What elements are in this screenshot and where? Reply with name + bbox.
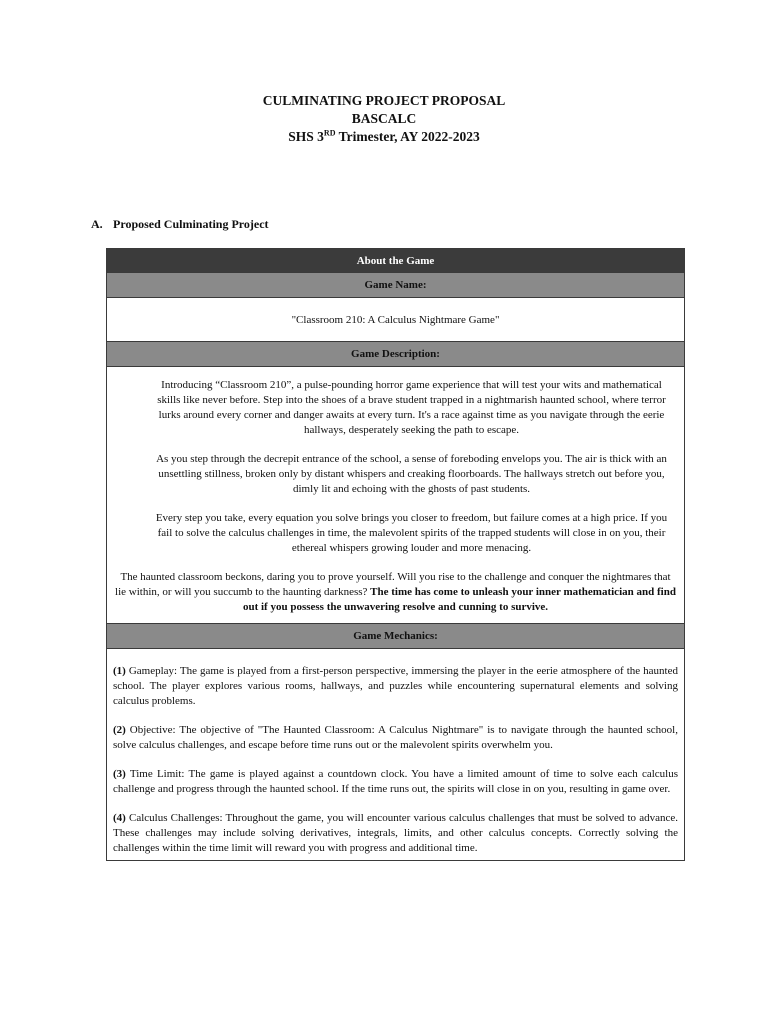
game-mechanics-body [107,649,685,861]
mechanic-item: (2) Objective: The objective of "The Haunted Classroom: A Calculus Nightmare" is to navigate through the haunted school, solve calculus challenges, and escape before time runs out or the malevolent spirits overwhelm you. [113,724,678,751]
about-header: About the Game [107,249,685,273]
mechanics-row [107,649,685,861]
section-title: Proposed Culminating Project [113,217,269,231]
mechanic-item: (4) Calculus Challenges: Throughout the game, you will encounter various calculus challenges that must be solved to advance. These challenges may include solving derivatives, integrals, limits, and other calculus concepts. Correctly solving the challenges within the time limit will reward you with progress and additional time. [113,812,678,854]
game-description-header: Game Description: [107,342,685,367]
document-header [0,92,768,146]
mechanic-item: (1) Gameplay: The game is played from a first-person perspective, immersing the player in the eerie atmosphere of the haunted school. The player explores various rooms, hallways, and puzzles while encountering supernatural elements and solving calculus problems. [113,665,678,707]
header-title: CULMINATING PROJECT PROPOSAL [262,93,506,108]
header-term: SHS 3RD Trimester, AY 2022-2023 [288,128,480,144]
description-paragraph: Introducing “Classroom 210”, a pulse-pounding horror game experience that will test your wits and mathematical skills like never before. Step into the shoes of a brave student trapped in a nightmarish haunted school, where terror lurks around every corner and danger awaits at every turn. It's a race against time as you navigate through the eerie hallways, desperately seeking the path to escape. [157,379,666,436]
game-mechanics-header: Game Mechanics: [107,624,685,649]
about-header-row [107,249,685,273]
game-description-body [107,367,685,624]
description-header-row [107,342,685,367]
mechanic-item: (3) Time Limit: The game is played against a countdown clock. You have a limited amount of time to solve each calculus challenge and progress through the haunted school. If the time runs out, the spirits will close in on you, resulting in game over. [113,768,678,795]
game-table [106,248,685,861]
section-heading [91,217,269,232]
game-name-value: "Classroom 210: A Calculus Nightmare Game" [107,298,685,342]
description-paragraph: Every step you take, every equation you solve brings you closer to freedom, but failure comes at a high price. If you fail to solve the calculus challenges in time, the malevolent spirits of the trapped students will close in on you, their ethereal whispers growing louder and more menacing. [155,512,668,554]
name-header-row [107,273,685,298]
game-name-header: Game Name: [107,273,685,298]
header-course: BASCALC [351,111,417,126]
section-letter: A. [91,217,103,231]
description-paragraph-final: The haunted classroom beckons, daring you to prove yourself. Will you rise to the challenge and conquer the nightmares that lie within, or will you succumb to the haunting darkness? The time has come to unleash your inner mathematician and find out if you possess the unwavering resolve and cunning to survive. [115,571,676,613]
name-row [107,298,685,342]
description-paragraph: As you step through the decrepit entrance of the school, a sense of foreboding envelops you. The air is thick with an unsettling stillness, broken only by distant whispers and creaking floorboards. The hallways stretch out before you, dimly lit and echoing with the ghosts of past students. [156,453,667,495]
description-emphasis: The time has come to unleash your inner mathematician and find out if you possess the unwavering resolve and cunning to survive. [242,586,676,613]
description-row [107,367,685,624]
mechanics-header-row [107,624,685,649]
